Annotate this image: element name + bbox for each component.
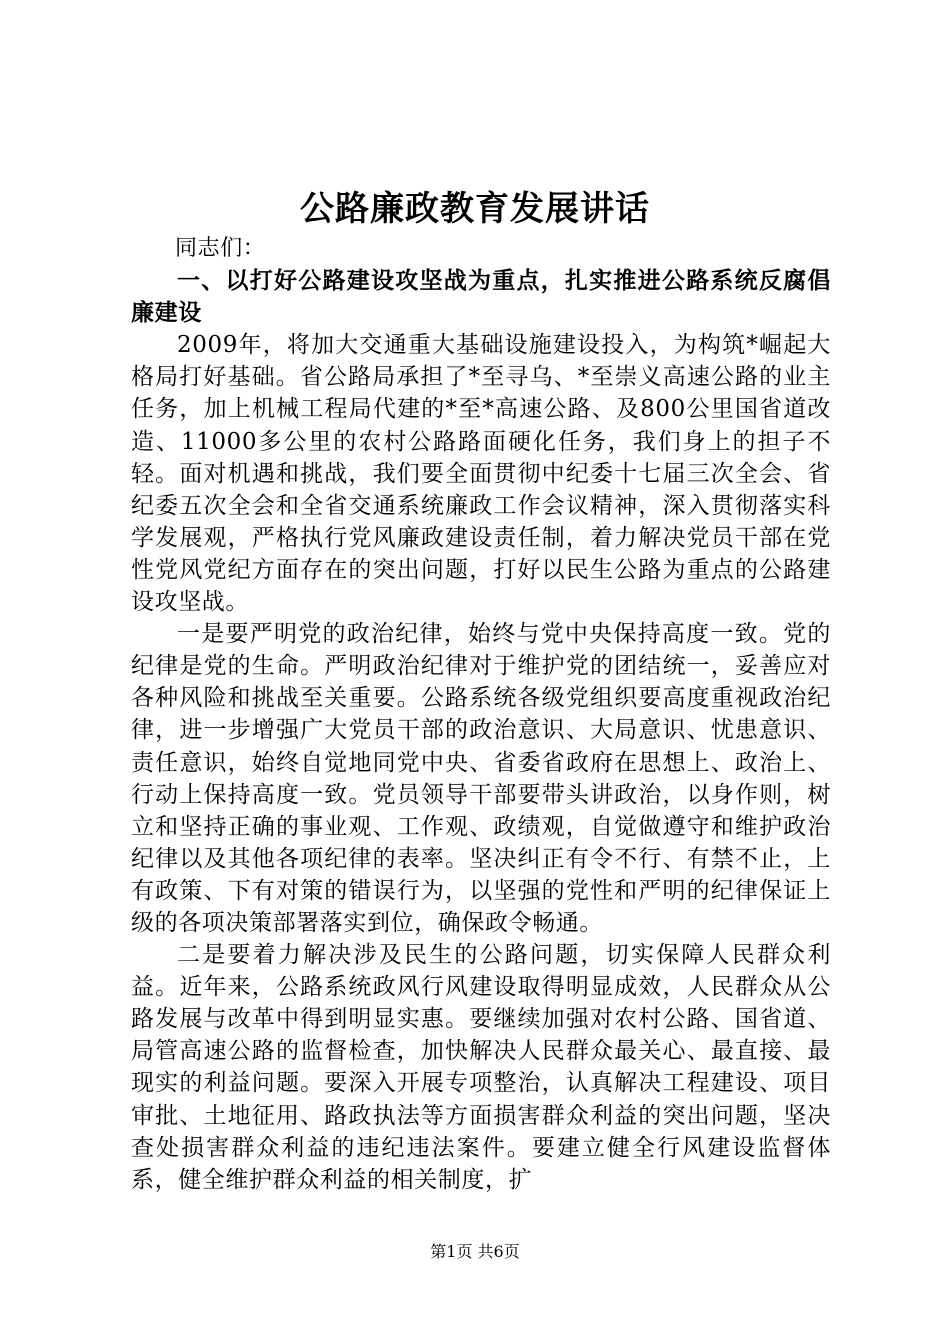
page-number-footer: 第1页 共6页 — [430, 1242, 520, 1261]
paragraph-1: 2009年，将加大交通重大基础设施建设投入，为构筑*崛起大格局打好基础。省公路局承担了*至寻乌、*至崇义高速公路的业主任务，加上机械工程局代建的*至*高速公路、及800公里国省道改造、11000多公里的农村公路路面硬化任务，我们身上的担子不轻。面对机遇和挑战，我们要全面贯彻中纪委十七届三次全会、省纪委五次全会和全省交通系统廉政工作会议精神，深入贯彻落实科学发展观，严格执行党风廉政建设责任制，着力解决党员干部在党性党风党纪方面存在的突出问题，打好以民生公路为重点的公路建设攻坚战。 — [131, 332, 831, 616]
document-title: 公路廉政教育发展讲话 — [300, 189, 650, 229]
paragraph-3: 二是要着力解决涉及民生的公路问题，切实保障人民群众利益。近年来，公路系统政风行风建设取得明显成效，人民群众从公路发展与改革中得到明显实惠。要继续加强对农村公路、国省道、局管高速公路的监督检查，加快解决人民群众最关心、最直接、最现实的利益问题。要深入开展专项整治，认真解决工程建设、项目审批、土地征用、路政执法等方面损害群众利益的突出问题，坚决查处损害群众利益的违纪违法案件。要建立健全行风建设监督体系，健全维护群众利益的相关制度，扩 — [131, 942, 831, 1193]
salutation: 同志们： — [175, 236, 266, 261]
section-heading: 一、以打好公路建设攻坚战为重点，扎实推进公路系统反腐倡廉建设 — [131, 268, 831, 327]
paragraph-2: 一是要严明党的政治纪律，始终与党中央保持高度一致。党的纪律是党的生命。严明政治纪律对于维护党的团结统一，妥善应对各种风险和挑战至关重要。公路系统各级党组织要高度重视政治纪律，进一步增强广大党员干部的政治意识、大局意识、忧患意识、责任意识，始终自觉地同党中央、省委省政府在思想上、政治上、行动上保持高度一致。党员领导干部要带头讲政治，以身作则，树立和坚持正确的事业观、工作观、政绩观，自觉做遵守和维护政治纪律以及其他各项纪律的表率。坚决纠正有令不行、有禁不止，上有政策、下有对策的错误行为，以坚强的党性和严明的纪律保证上级的各项决策部署落实到位，确保政令畅通。 — [131, 621, 831, 936]
document-body — [131, 233, 831, 1196]
